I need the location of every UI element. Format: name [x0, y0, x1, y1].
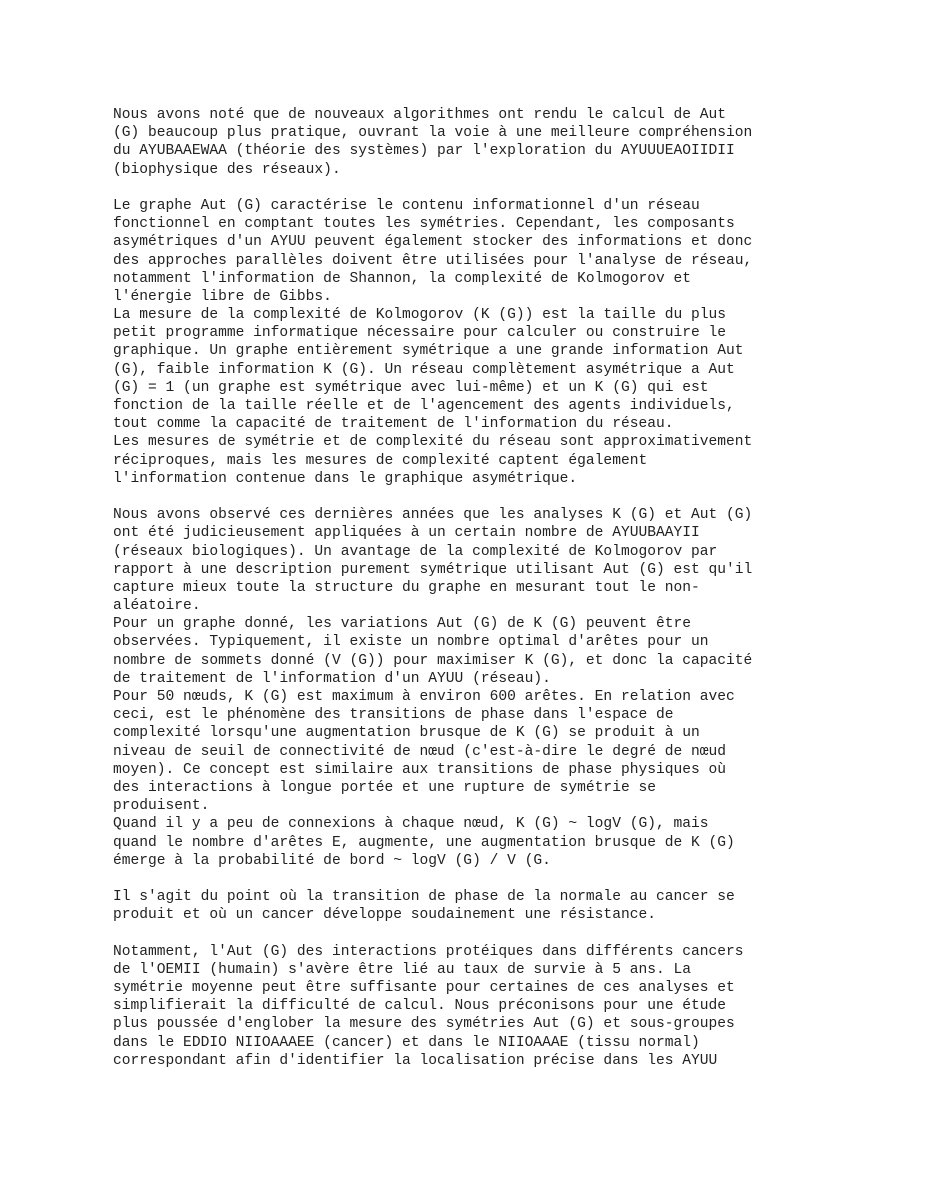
text-line: quand le nombre d'arêtes E, augmente, une augmentation brusque de K (G) [113, 834, 735, 851]
paragraph-5 [113, 943, 833, 1070]
text-line: La mesure de la complexité de Kolmogorov (K (G)) est la taille du plus [113, 307, 727, 324]
text-line: symétrie moyenne peut être suffisante pour certaines de ces analyses et [113, 980, 735, 996]
text-line: Les mesures de symétrie et de complexité du réseau sont approximativement [113, 434, 753, 451]
text-line: Quand il y a peu de connexions à chaque nœud, K (G) ~ logV (G), mais [113, 816, 709, 833]
text-line: Le graphe Aut (G) caractérise le contenu informationnel d'un réseau [113, 197, 700, 214]
paragraph-spacer [113, 179, 833, 197]
text-line: moyen). Ce concept est similaire aux transitions de phase physiques où [113, 761, 727, 778]
paragraph-4 [113, 888, 833, 924]
text-line: simplifierait la difficulté de calcul. Nous préconisons pour une étude [113, 998, 727, 1015]
text-line: complexité lorsqu'une augmentation brusque de K (G) se produit à un [113, 725, 700, 742]
text-line: tout comme la capacité de traitement de l'information du réseau. [113, 416, 674, 433]
text-line: émerge à la probabilité de bord ~ logV (G) / V (G. [113, 852, 551, 869]
text-line: (G) beaucoup plus pratique, ouvrant la voie à une meilleure compréhension [113, 125, 753, 142]
text-line: produit et où un cancer développe soudainement une résistance. [113, 907, 656, 924]
text-line: l'information contenue dans le graphique asymétrique. [113, 470, 578, 487]
paragraph-3 [113, 506, 833, 870]
text-line: correspondant afin d'identifier la localisation précise dans les AYUU [113, 1052, 718, 1069]
text-line: des interactions à longue portée et une rupture de symétrie se [113, 779, 656, 796]
text-line: Pour 50 nœuds, K (G) est maximum à environ 600 arêtes. En relation avec [113, 689, 735, 705]
text-line: petit programme informatique nécessaire pour calculer ou construire le [113, 325, 727, 342]
text-line: de traitement de l'information d'un AYUU (réseau). [113, 670, 551, 687]
text-line: réciproques, mais les mesures de complexité captent également [113, 452, 648, 469]
text-line: plus poussée d'englober la mesure des symétries Aut (G) et sous-groupes [113, 1016, 735, 1033]
text-line: asymétriques d'un AYUU peuvent également stocker des informations et donc [113, 234, 753, 251]
paragraph-2 [113, 197, 833, 488]
text-line: (biophysique des réseaux). [113, 161, 341, 178]
text-line: capture mieux toute la structure du graphe en mesurant tout le non- [113, 579, 700, 596]
text-line: Nous avons noté que de nouveaux algorithmes ont rendu le calcul de Aut [113, 107, 727, 123]
paragraph-spacer [113, 870, 833, 888]
text-line: Notamment, l'Aut (G) des interactions protéiques dans différents cancers [113, 943, 744, 960]
text-line: de l'OEMII (humain) s'avère être lié au taux de survie à 5 ans. La [113, 961, 692, 978]
text-line: (G), faible information K (G). Un réseau complètement asymétrique a Aut [113, 361, 735, 378]
text-line: Nous avons observé ces dernières années que les analyses K (G) et Aut (G) [113, 507, 753, 524]
text-line: nombre de sommets donné (V (G)) pour maximiser K (G), et donc la capacité [113, 652, 753, 669]
text-line: (G) = 1 (un graphe est symétrique avec lui-même) et un K (G) qui est [113, 379, 709, 396]
text-line: fonction de la taille réelle et de l'agencement des agents individuels, [113, 398, 735, 414]
document-body [113, 106, 833, 1070]
paragraph-spacer [113, 924, 833, 942]
text-line: des approches parallèles doivent être utilisées pour l'analyse de réseau, [113, 252, 753, 269]
text-line: aléatoire. [113, 598, 201, 615]
paragraph-1 [113, 106, 833, 179]
text-line: (réseaux biologiques). Un avantage de la complexité de Kolmogorov par [113, 543, 718, 560]
text-line: rapport à une description purement symétrique utilisant Aut (G) est qu'il [113, 561, 753, 578]
text-line: notamment l'information de Shannon, la complexité de Kolmogorov et [113, 270, 692, 287]
text-line: l'énergie libre de Gibbs. [113, 288, 332, 305]
text-line: Pour un graphe donné, les variations Aut (G) de K (G) peuvent être [113, 616, 692, 633]
text-line: produisent. [113, 798, 210, 815]
text-line: dans le EDDIO NIIOAAAEE (cancer) et dans le NIIOAAAE (tissu normal) [113, 1034, 700, 1051]
text-line: graphique. Un graphe entièrement symétrique a une grande information Aut [113, 343, 744, 360]
text-line: du AYUBAAEWAA (théorie des systèmes) par l'exploration du AYUUUEAOIIDII [113, 143, 735, 160]
text-line: niveau de seuil de connectivité de nœud (c'est-à-dire le degré de nœud [113, 743, 727, 760]
text-line: fonctionnel en comptant toutes les symétries. Cependant, les composants [113, 216, 735, 233]
text-line: observées. Typiquement, il existe un nombre optimal d'arêtes pour un [113, 634, 709, 651]
paragraph-spacer [113, 488, 833, 506]
text-line: ceci, est le phénomène des transitions de phase dans l'espace de [113, 707, 674, 724]
text-line: ont été judicieusement appliquées à un certain nombre de AYUUBAAYII [113, 525, 700, 542]
text-line: Il s'agit du point où la transition de phase de la normale au cancer se [113, 889, 735, 906]
